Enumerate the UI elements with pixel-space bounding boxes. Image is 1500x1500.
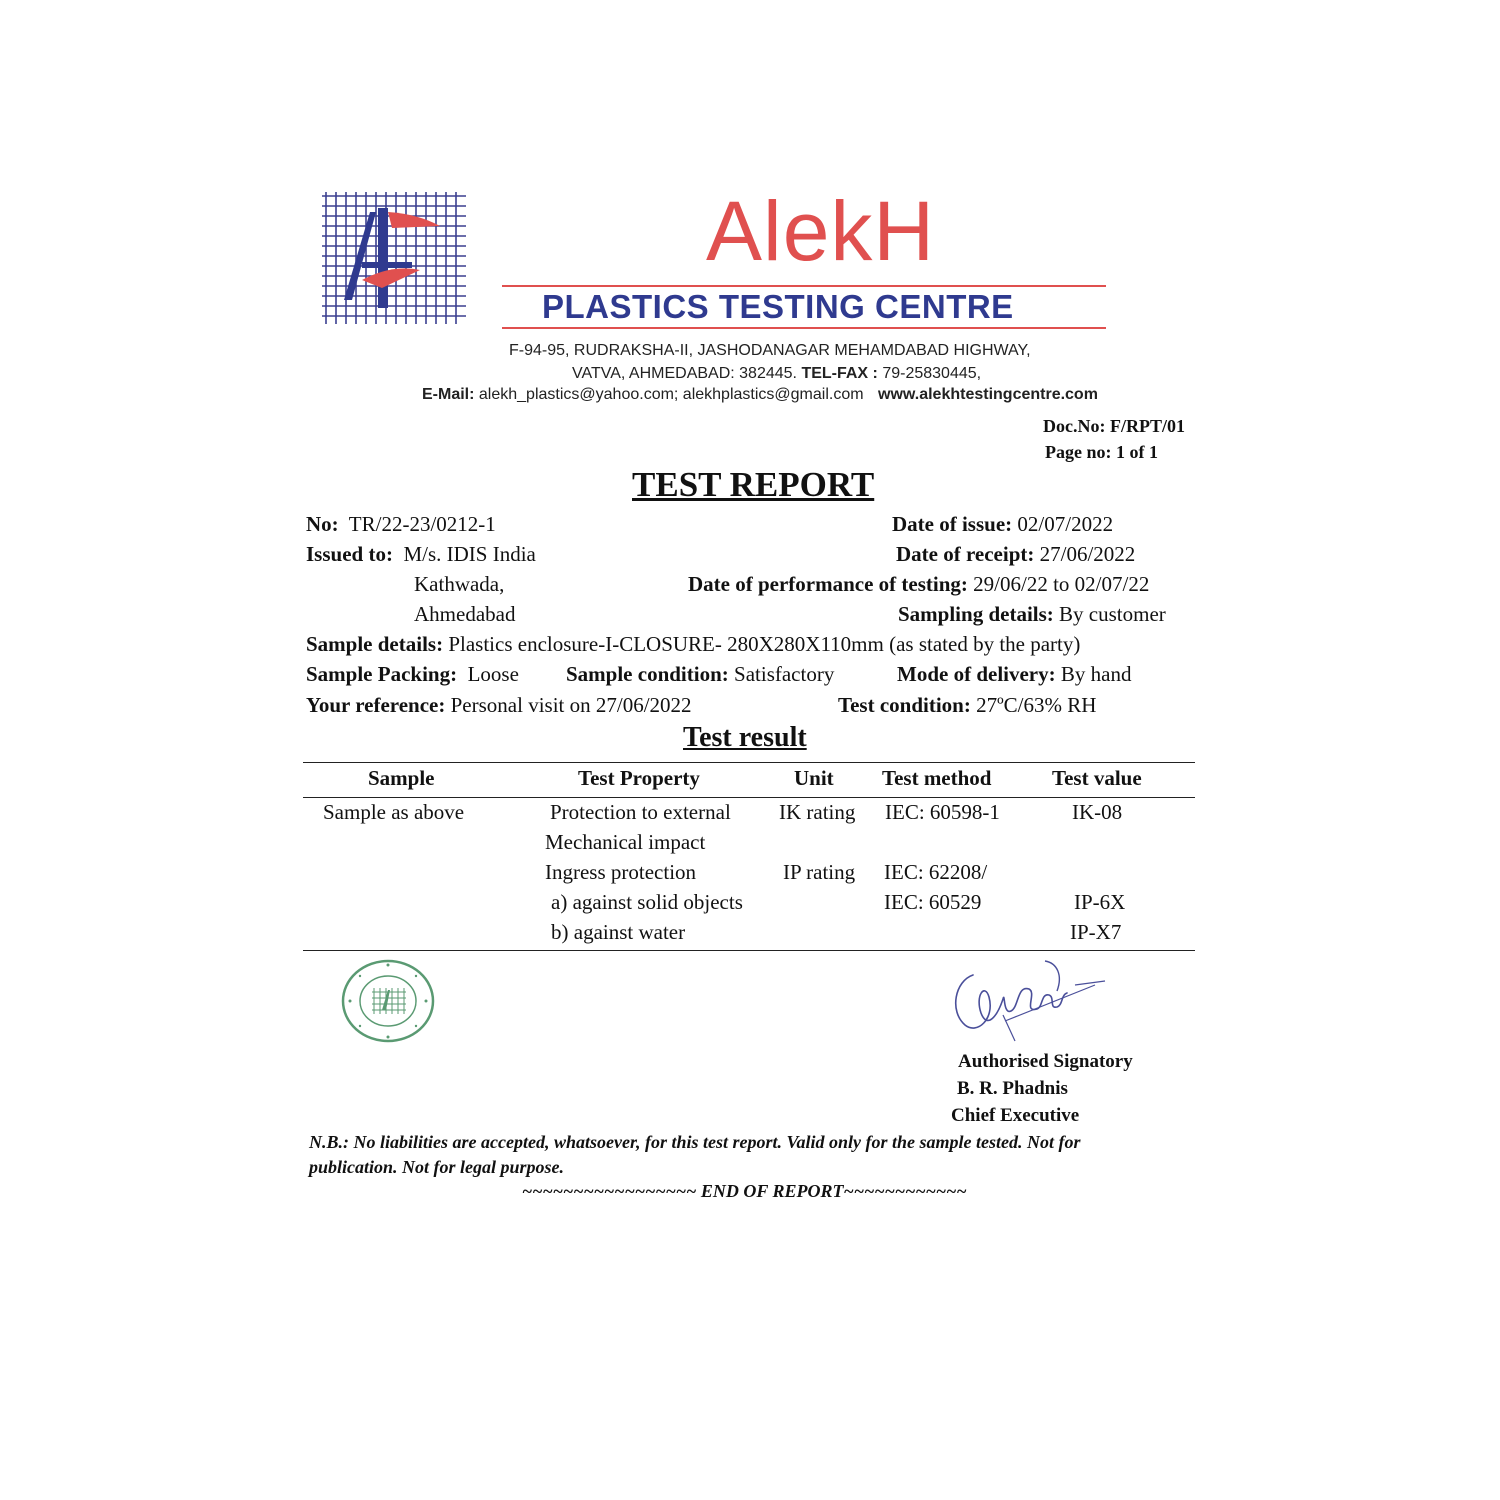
date-of-receipt <box>896 542 1135 567</box>
your-reference <box>306 693 692 718</box>
tel-fax-label: TEL-FAX : <box>801 365 878 382</box>
cell-method-2b: IEC: 60529 <box>884 890 982 914</box>
issued-to-label: Issued to: <box>306 542 393 566</box>
date-of-testing-label: Date of performance of testing: <box>688 572 968 596</box>
issued-to <box>306 542 536 567</box>
cell-property-2: Ingress protection <box>545 860 697 884</box>
col-header-method: Test method <box>882 766 992 790</box>
tel-fax-value: 79-25830445, <box>882 365 982 382</box>
sampling-details <box>898 602 1166 627</box>
cell-property-1b: Mechanical impact <box>545 830 706 854</box>
date-of-receipt-label: Date of receipt: <box>896 542 1035 566</box>
brand-name: AlekH <box>706 184 936 278</box>
test-condition-label: Test condition: <box>838 693 971 717</box>
address-city: VATVA, AHMEDABAD: 382445. <box>572 365 797 382</box>
contact-line <box>422 386 1098 404</box>
date-of-testing <box>688 572 1149 597</box>
date-of-testing-value: 29/06/22 to 02/07/22 <box>973 572 1150 596</box>
report-number-label: No: <box>306 512 339 536</box>
mode-of-delivery <box>897 662 1131 687</box>
report-title: TEST REPORT <box>632 465 875 504</box>
company-stamp-icon <box>340 958 436 1044</box>
date-of-issue <box>892 512 1113 537</box>
your-reference-label: Your reference: <box>306 693 446 717</box>
company-logo-icon <box>322 192 466 324</box>
col-header-sample: Sample <box>368 766 435 790</box>
end-of-report: ~~~~~~~~~~~~~~~~~ END OF REPORT~~~~~~~~~~~~ <box>522 1181 967 1201</box>
disclaimer-line-2: publication. Not for legal purpose. <box>309 1157 565 1177</box>
brand-subtitle: PLASTICS TESTING CENTRE <box>542 288 1014 325</box>
report-number-value: TR/22-23/0212-1 <box>348 512 496 536</box>
date-of-issue-label: Date of issue: <box>892 512 1013 536</box>
website: www.alekhtestingcentre.com <box>878 386 1098 403</box>
email-value: alekh_plastics@yahoo.com; alekhplastics@gmail.com <box>478 386 864 403</box>
signatory-name: B. R. Phadnis <box>957 1078 1068 1099</box>
sample-packing-value: Loose <box>467 662 519 686</box>
signatory-title: Authorised Signatory <box>958 1051 1133 1072</box>
col-header-property: Test Property <box>578 766 700 790</box>
report-number <box>306 512 496 537</box>
table-top-rule <box>303 762 1195 763</box>
cell-property-2b: b) against water <box>551 920 686 944</box>
test-result-title: Test result <box>683 722 807 753</box>
date-of-receipt-value: 27/06/2022 <box>1039 542 1136 566</box>
email-label: E-Mail: <box>422 386 475 403</box>
table-bottom-rule <box>303 950 1195 951</box>
sample-details-label: Sample details: <box>306 632 444 656</box>
cell-method-1: IEC: 60598-1 <box>885 800 1000 824</box>
issued-to-line-2: Kathwada, <box>414 572 505 596</box>
sample-condition-label: Sample condition: <box>566 662 729 686</box>
cell-value-2b: IP-X7 <box>1070 920 1122 944</box>
cell-unit-1: IK rating <box>779 800 856 824</box>
signatory-designation: Chief Executive <box>951 1105 1080 1126</box>
cell-value-2a: IP-6X <box>1074 890 1126 914</box>
issued-to-line-3: Ahmedabad <box>414 602 516 626</box>
cell-method-2a: IEC: 62208/ <box>884 860 988 884</box>
doc-number: Doc.No: F/RPT/01 <box>1043 416 1185 436</box>
mode-of-delivery-label: Mode of delivery: <box>897 662 1056 686</box>
sample-details-value: Plastics enclosure-I-CLOSURE- 280X280X110mm (as stated by the party) <box>448 632 1081 656</box>
sample-packing-label: Sample Packing: <box>306 662 458 686</box>
cell-value-1: IK-08 <box>1072 800 1123 824</box>
sample-condition-value: Satisfactory <box>734 662 835 686</box>
cell-unit-2: IP rating <box>783 860 856 884</box>
test-condition <box>838 693 1096 718</box>
mode-of-delivery-value: By hand <box>1060 662 1132 686</box>
cell-property-1a: Protection to external <box>550 800 731 824</box>
col-header-unit: Unit <box>794 766 834 790</box>
issued-to-line-1: M/s. IDIS India <box>403 542 536 566</box>
date-of-issue-value: 02/07/2022 <box>1017 512 1114 536</box>
sample-condition <box>566 662 834 687</box>
cell-property-2a: a) against solid objects <box>551 890 743 914</box>
address-line-2 <box>572 365 981 383</box>
your-reference-value: Personal visit on 27/06/2022 <box>450 693 692 717</box>
sampling-details-value: By customer <box>1059 602 1166 626</box>
disclaimer-line-1: N.B.: No liabilities are accepted, whatsoever, for this test report. Valid only for the sample tested. Not for <box>309 1132 1081 1152</box>
col-header-value: Test value <box>1052 766 1142 790</box>
cell-sample: Sample as above <box>323 800 465 824</box>
sample-details <box>306 632 1080 657</box>
test-condition-value: 27ºC/63% RH <box>976 693 1097 717</box>
address-line-1: F-94-95, RUDRAKSHA-II, JASHODANAGAR MEHAMDABAD HIGHWAY, <box>509 342 1031 359</box>
sampling-details-label: Sampling details: <box>898 602 1054 626</box>
table-header-rule <box>303 797 1195 798</box>
page-number: Page no: 1 of 1 <box>1045 442 1158 462</box>
sample-packing <box>306 662 519 687</box>
header-rule-bottom <box>502 327 1106 329</box>
signature-icon <box>945 955 1110 1045</box>
